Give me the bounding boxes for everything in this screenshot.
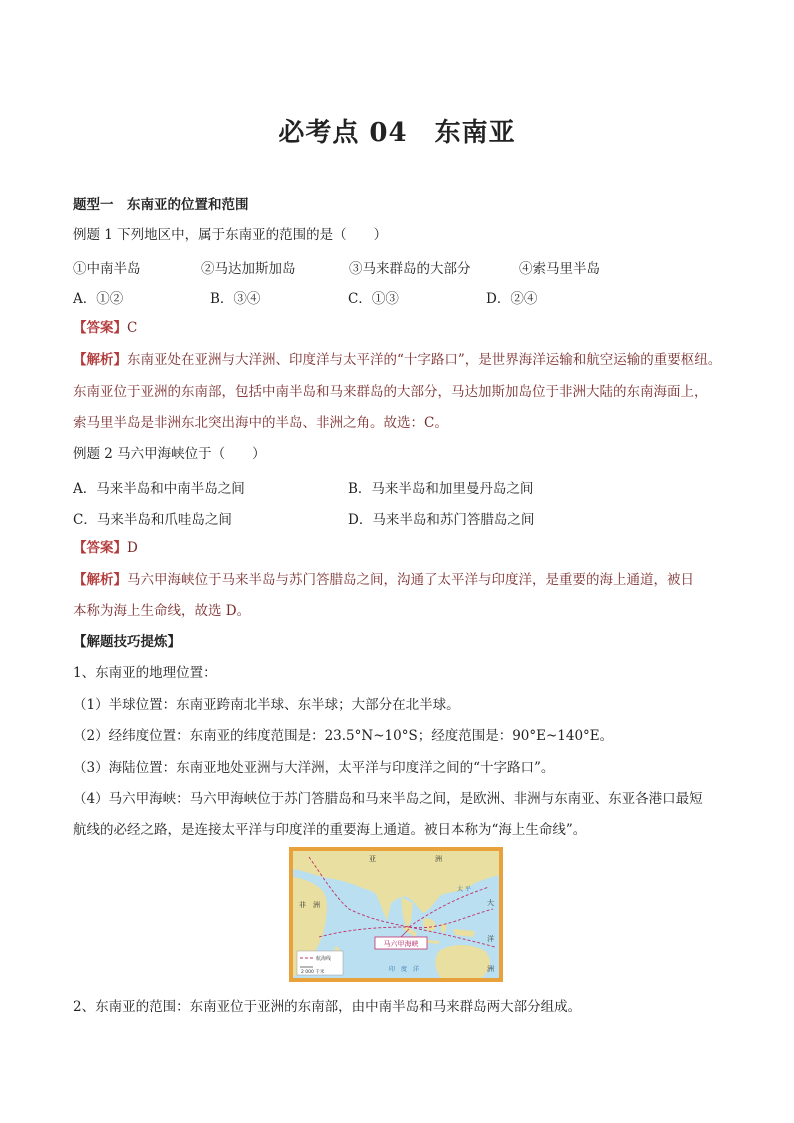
asia-label-1: 亚 <box>369 855 376 863</box>
legend-scale-label: 2 000 千米 <box>301 970 325 975</box>
tips-sub-4: （4）马六甲海峡：马六甲海峡位于苏门答腊岛和马来半岛之间，是欧洲、非洲与东南亚、东亚各港口最短 <box>73 791 703 807</box>
tips-sub-1: （1）半球位置：东南亚跨南北半球、东半球；大部分在北半球。 <box>73 697 460 713</box>
strait-label: 马六甲海峡 <box>383 940 419 948</box>
example1-analysis-line-2: 东南亚位于亚洲的东南部，包括中南半岛和马来群岛的大部分，马达加斯加岛位于非洲大陆的东南海面上， <box>73 384 708 400</box>
oceania-label-3: 洲 <box>487 965 494 973</box>
example1-option-a: A．①② <box>73 291 124 307</box>
section-heading: 题型一 东南亚的位置和范围 <box>73 197 249 213</box>
example2-question: 例题 2 马六甲海峡位于（ ） <box>73 446 266 462</box>
tips-sub-3: （3）海陆位置：东南亚地处亚洲与大洋洲，太平洋与印度洋之间的“十字路口”。 <box>73 760 555 776</box>
example2-option-d: D．马来半岛和苏门答腊岛之间 <box>348 512 535 528</box>
example2-option-a: A．马来半岛和中南半岛之间 <box>73 481 245 497</box>
example2-analysis-line-1 <box>73 571 733 589</box>
example1-question: 例题 1 下列地区中，属于东南亚的范围的是（ ） <box>73 227 388 243</box>
example1-answer <box>73 319 733 337</box>
example1-option-d: D．②④ <box>486 291 538 307</box>
example1-analysis-line-1 <box>73 351 733 369</box>
tips-sub-2: （2）经纬度位置：东南亚的纬度范围是：23.5°N~10°S；经度范围是：90°E~140°E。 <box>73 728 614 744</box>
asia-label-2: 洲 <box>435 855 442 863</box>
answer-label: 【答案】 <box>73 320 127 336</box>
example2-analysis-line-2: 本称为海上生命线，故选 D。 <box>73 603 251 619</box>
example2-option-b: B．马来半岛和加里曼丹岛之间 <box>348 481 534 497</box>
answer-label: 【答案】 <box>73 540 127 556</box>
tips-point-2: 2、东南亚的范围：东南亚位于亚洲的东南部，由中南半岛和马来群岛两大部分组成。 <box>73 999 582 1015</box>
example1-option-b: B．③④ <box>210 291 261 307</box>
example1-option-c: C．①③ <box>348 291 399 307</box>
example1-item-2: ②马达加斯加岛 <box>201 261 296 277</box>
malacca-strait-map <box>289 847 503 982</box>
tips-sub-5: 航线的必经之路，是连接太平洋与印度洋的重要海上通道。被日本称为“海上生命线”。 <box>73 822 587 838</box>
example1-item-1: ①中南半岛 <box>73 261 141 277</box>
analysis-text: 马六甲海峡位于马来半岛与苏门答腊岛之间，沟通了太平洋与印度洋，是重要的海上通道，被日 <box>127 572 694 588</box>
example2-answer <box>73 539 733 557</box>
example1-item-3: ③马来群岛的大部分 <box>349 261 471 277</box>
legend-route-label: 航海线 <box>316 956 332 962</box>
answer-value: C <box>127 320 138 336</box>
oceania-label-1: 大 <box>487 899 494 907</box>
tips-heading: 【解题技巧提炼】 <box>73 634 181 650</box>
pacific-label: 太 平 <box>457 886 471 893</box>
analysis-text: 东南亚处在亚洲与大洋洲、印度洋与太平洋的“十字路口”，是世界海洋运输和航空运输的重要枢纽。 <box>127 352 722 368</box>
example2-option-c: C．马来半岛和爪哇岛之间 <box>73 512 232 528</box>
answer-value: D <box>127 540 138 556</box>
australia-landmass <box>435 945 490 978</box>
africa-label: 非 洲 <box>299 901 320 909</box>
example1-item-4: ④索马里半岛 <box>519 261 600 277</box>
oceania-label-2: 洋 <box>487 935 494 943</box>
example1-analysis-line-3: 索马里半岛是非洲东北突出海中的半岛、非洲之角。故选：C。 <box>73 415 448 431</box>
analysis-label: 【解析】 <box>73 352 127 368</box>
indian-ocean-label: 印 度 洋 <box>389 966 420 973</box>
page-title: 必考点 04 东南亚 <box>278 118 516 148</box>
tips-point-1: 1、东南亚的地理位置： <box>73 665 217 681</box>
analysis-label: 【解析】 <box>73 572 127 588</box>
